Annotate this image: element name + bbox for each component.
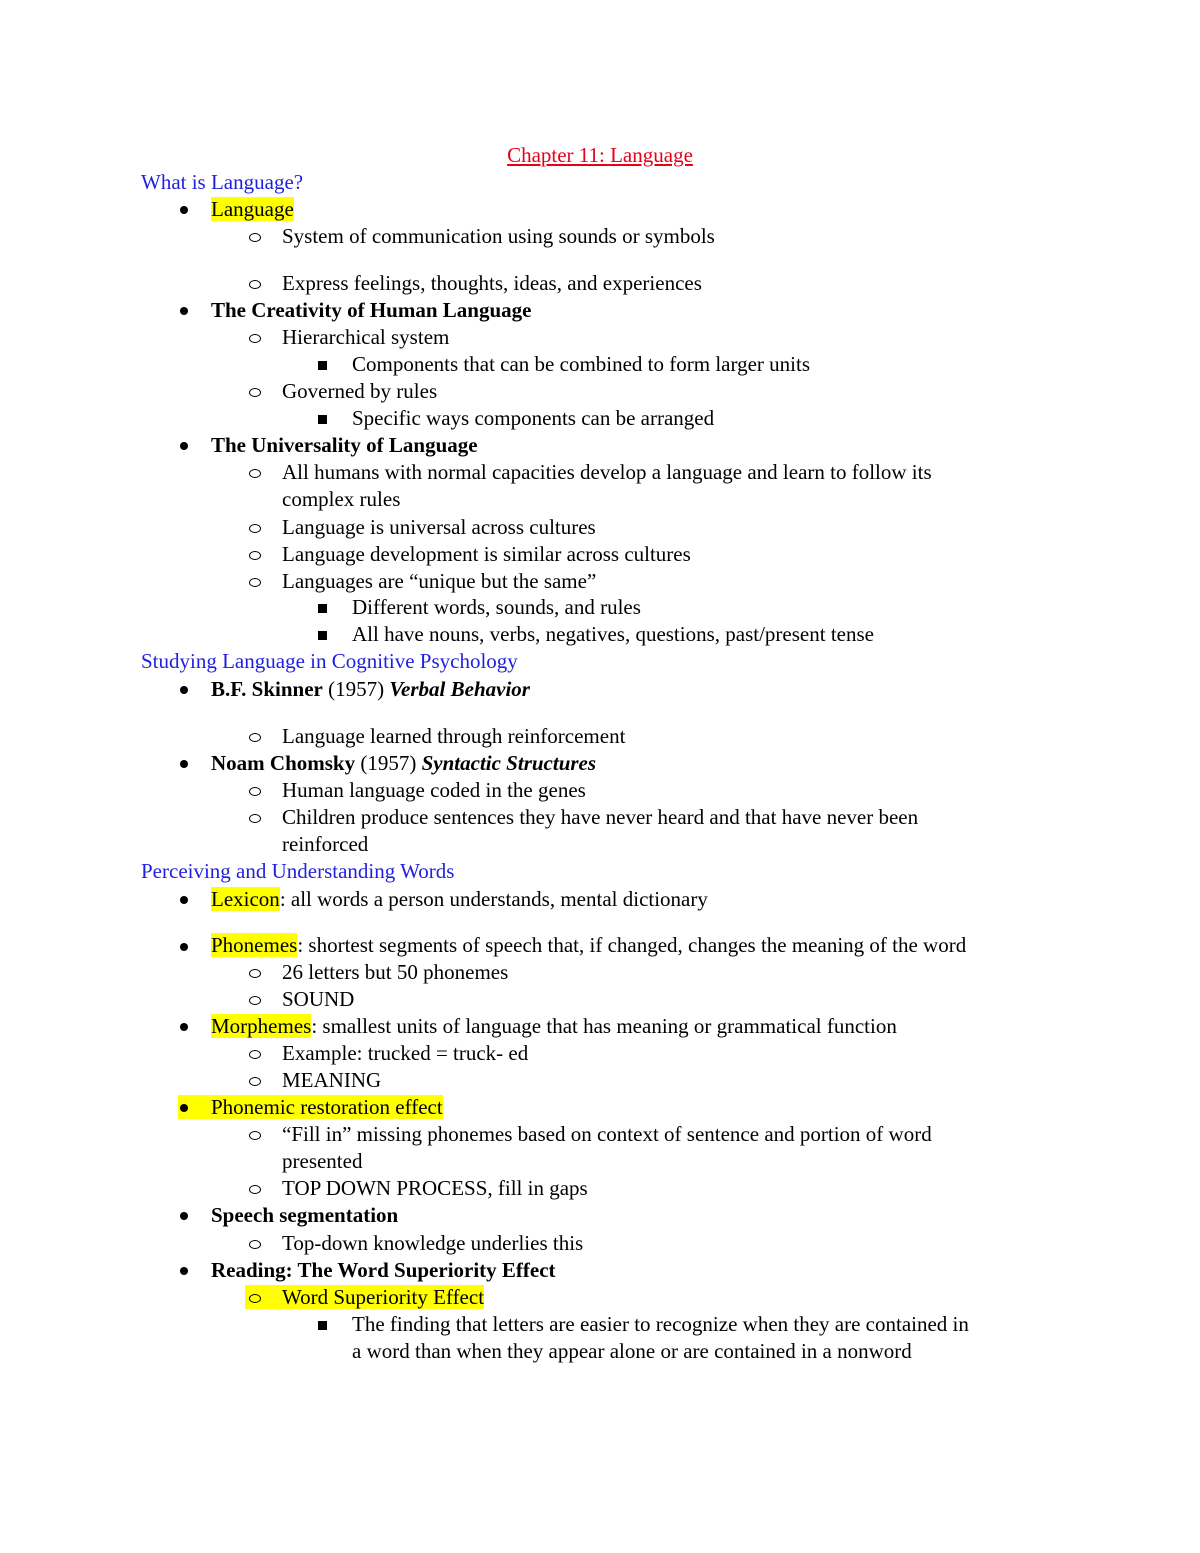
list-item: Language learned through reinforcement — [282, 724, 626, 748]
list-item: Express feelings, thoughts, ideas, and experiences — [282, 271, 702, 295]
list-item: Hierarchical system — [282, 325, 450, 349]
bullet-square-icon — [318, 604, 327, 613]
highlighted-term: Word Superiority Effect — [245, 1285, 484, 1309]
bold-term: Speech segmentation — [211, 1203, 399, 1227]
book-title: Verbal Behavior — [389, 677, 530, 701]
highlighted-term: Phonemic restoration effect — [178, 1095, 443, 1119]
year-text: (1957) — [322, 677, 390, 701]
list-item: System of communication using sounds or symbols — [282, 224, 715, 248]
list-item: The finding that letters are easier to recognize when they are contained in — [352, 1312, 969, 1336]
bullet-square-icon — [318, 1321, 327, 1330]
book-title: Syntactic Structures — [421, 751, 597, 775]
list-item: Specific ways components can be arranged — [352, 406, 715, 430]
bold-term: Noam Chomsky — [211, 751, 356, 775]
list-item: TOP DOWN PROCESS, fill in gaps — [282, 1176, 588, 1200]
list-item: Languages are “unique but the same” — [282, 569, 597, 593]
list-item — [211, 1202, 398, 1229]
list-item — [211, 932, 966, 959]
list-item-continuation: reinforced — [282, 832, 369, 856]
bullet-circle-icon — [249, 1294, 261, 1303]
list-item — [211, 297, 531, 324]
list-item — [211, 432, 478, 459]
list-item: Governed by rules — [282, 379, 438, 403]
list-item — [211, 1257, 556, 1284]
bullet-circle-icon — [249, 578, 261, 587]
section-heading: Studying Language in Cognitive Psychology — [141, 649, 518, 673]
bullet-dot-icon — [180, 1267, 188, 1275]
bullet-circle-icon — [249, 969, 261, 978]
year-text: (1957) — [355, 751, 422, 775]
highlighted-term: Morphemes — [211, 1014, 312, 1038]
bullet-circle-icon — [249, 733, 261, 742]
bullet-circle-icon — [249, 1240, 261, 1249]
bullet-dot-icon — [180, 307, 188, 315]
list-item-continuation: complex rules — [282, 487, 401, 511]
list-item: 26 letters but 50 phonemes — [282, 960, 509, 984]
bullet-square-icon — [318, 415, 327, 424]
list-item: Different words, sounds, and rules — [352, 595, 641, 619]
bullet-circle-icon — [249, 469, 261, 478]
list-item: All have nouns, verbs, negatives, questions, past/present tense — [352, 622, 874, 646]
bullet-square-icon — [318, 361, 327, 370]
definition-text: : smallest units of language that has meaning or grammatical function — [311, 1014, 897, 1038]
bold-term: The Creativity of Human Language — [211, 298, 532, 322]
list-item: Components that can be combined to form larger units — [352, 352, 811, 376]
bullet-circle-icon — [249, 1185, 261, 1194]
bullet-dot-icon — [180, 686, 188, 694]
bullet-circle-icon — [249, 334, 261, 343]
list-item — [178, 1094, 443, 1121]
bullet-circle-icon — [249, 996, 261, 1005]
list-item: Example: trucked = truck- ed — [282, 1041, 529, 1065]
definition-text: : all words a person understands, mental dictionary — [279, 887, 708, 911]
bullet-square-icon — [318, 631, 327, 640]
bullet-circle-icon — [249, 280, 261, 289]
page-title: Chapter 11: Language — [507, 143, 693, 167]
highlighted-term: Language — [211, 197, 294, 221]
section-heading: Perceiving and Understanding Words — [141, 859, 455, 883]
bullet-dot-icon — [180, 760, 188, 768]
bold-term: The Universality of Language — [211, 433, 478, 457]
list-item: Top-down knowledge underlies this — [282, 1231, 584, 1255]
bullet-dot-icon — [180, 1212, 188, 1220]
list-item: SOUND — [282, 987, 355, 1011]
bullet-circle-icon — [249, 388, 261, 397]
bullet-circle-icon — [249, 1131, 261, 1140]
bullet-circle-icon — [249, 787, 261, 796]
section-heading: What is Language? — [141, 170, 304, 194]
bullet-dot-icon — [180, 943, 188, 951]
bullet-dot-icon — [180, 896, 188, 904]
list-item — [211, 676, 530, 703]
highlighted-term: Lexicon — [211, 887, 280, 911]
bullet-circle-icon — [249, 1077, 261, 1086]
bullet-dot-icon — [180, 206, 188, 214]
list-item: “Fill in” missing phonemes based on context of sentence and portion of word — [282, 1122, 932, 1146]
highlighted-term: Phonemes — [211, 933, 298, 957]
bullet-dot-icon — [180, 1023, 188, 1031]
list-item — [211, 886, 708, 913]
list-item — [211, 750, 596, 777]
list-item: MEANING — [282, 1068, 382, 1092]
bullet-dot-icon — [180, 1104, 188, 1112]
bullet-circle-icon — [249, 1050, 261, 1059]
list-item: Language development is similar across cultures — [282, 542, 691, 566]
list-item-continuation: a word than when they appear alone or are contained in a nonword — [352, 1339, 912, 1363]
bold-term: Reading: The Word Superiority Effect — [211, 1258, 556, 1282]
bullet-circle-icon — [249, 233, 261, 242]
list-item: Human language coded in the genes — [282, 778, 586, 802]
list-item — [211, 196, 294, 223]
bullet-circle-icon — [249, 551, 261, 560]
list-item: Language is universal across cultures — [282, 515, 596, 539]
list-item-continuation: presented — [282, 1149, 363, 1173]
list-item: All humans with normal capacities develop a language and learn to follow its — [282, 460, 932, 484]
list-item — [211, 1013, 897, 1040]
list-item: Children produce sentences they have never heard and that have never been — [282, 805, 919, 829]
definition-text: : shortest segments of speech that, if changed, changes the meaning of the word — [297, 933, 967, 957]
list-item — [245, 1284, 484, 1311]
bold-term: B.F. Skinner — [211, 677, 323, 701]
bullet-dot-icon — [180, 442, 188, 450]
bullet-circle-icon — [249, 524, 261, 533]
bullet-circle-icon — [249, 814, 261, 823]
